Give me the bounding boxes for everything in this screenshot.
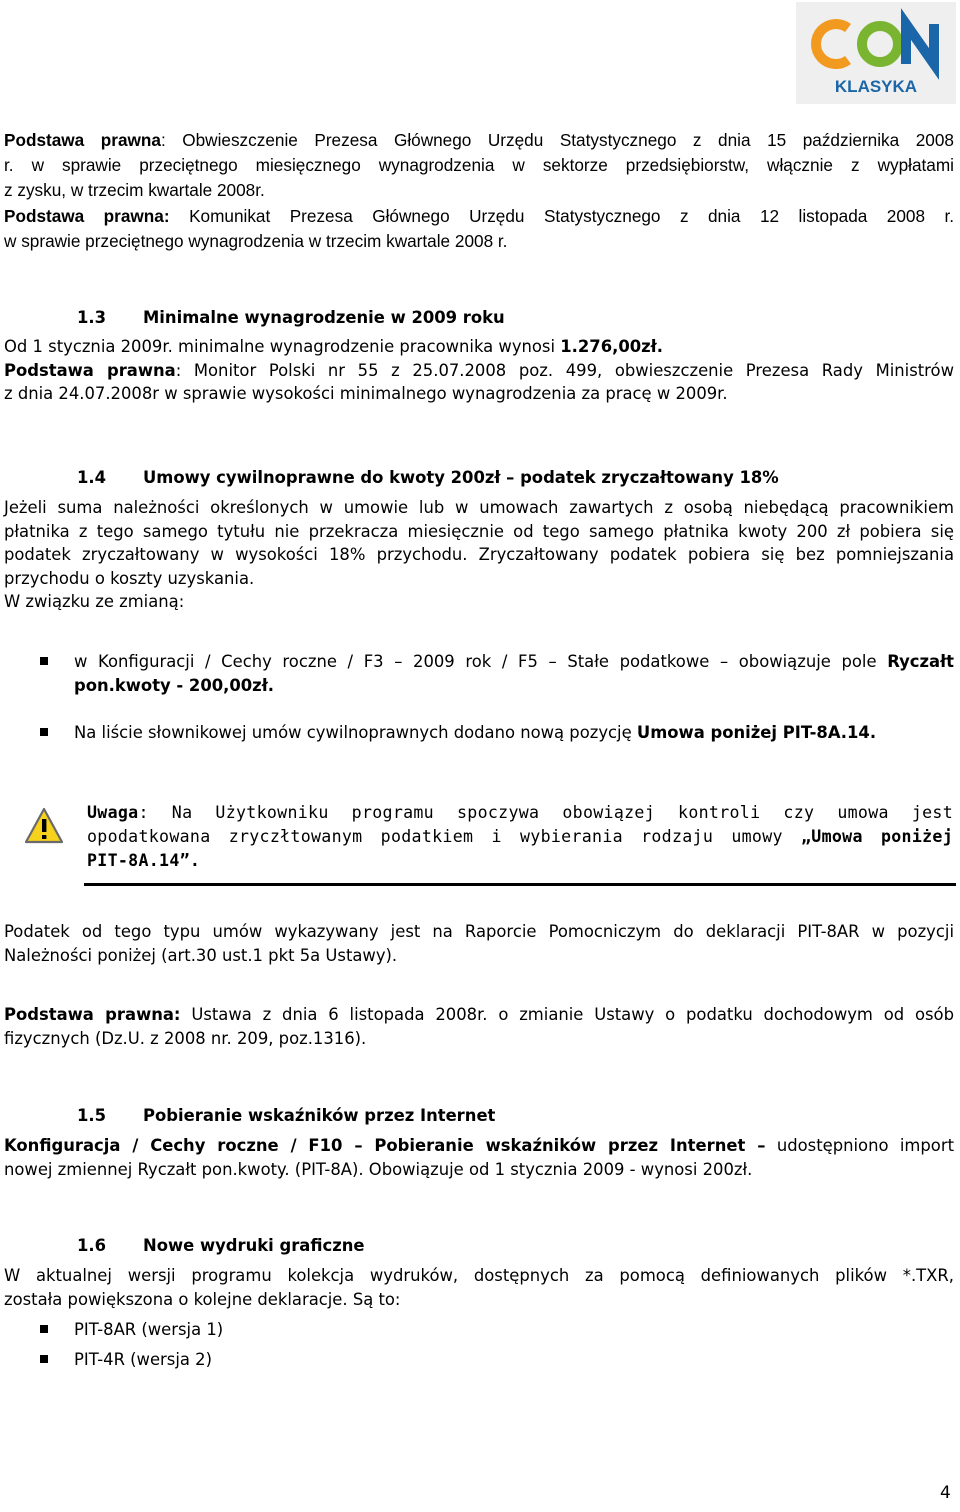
s13-legal-line-1: Podstawa prawna: Monitor Polski nr 55 z 25.07.2008 poz. 499, obwieszczenie Prezesa Rady Ministrów	[4, 360, 954, 380]
section-title: Nowe wydruki graficzne	[143, 1236, 365, 1255]
section-number: 1.6	[77, 1236, 107, 1255]
warning-label: Uwaga	[87, 803, 139, 822]
legal-basis-label: Podstawa prawna	[4, 130, 161, 150]
page-number: 4	[940, 1483, 951, 1503]
body-line: płatnika z tego samego tytułu nie przekracza miesięcznie od tego samego płatnika kwoty 200 zł pobiera się	[4, 521, 954, 541]
pit-report-paragraph	[4, 920, 954, 967]
bullet-marker	[40, 728, 48, 736]
para2-line-2: w sprawie przeciętnego wynagrodzenia w trzecim kwartale 2008 r.	[4, 231, 508, 251]
legal-basis-paragraph-1	[4, 128, 954, 203]
cdn-logo-graphic	[796, 2, 956, 104]
bullet-line-1: w Konfiguracji / Cechy roczne / F3 – 2009 rok / F5 – Stałe podatkowe – obowiązuje pole Ryczałt	[74, 652, 954, 671]
section-title: Minimalne wynagrodzenie w 2009 roku	[143, 308, 505, 327]
section-number: 1.3	[77, 308, 107, 327]
section-heading-1-3	[77, 306, 677, 330]
para1-line-3: z zysku, w trzecim kwartale 2008r.	[4, 180, 265, 200]
section-heading-1-4	[77, 466, 877, 490]
s13-legal-line-2: z dnia 24.07.2008r w sprawie wysokości minimalnego wynagrodzenia za pracę w 2009r.	[4, 384, 728, 403]
list-item: PIT-8AR (wersja 1)	[74, 1320, 224, 1339]
logo-sub-text: KLASYKA	[834, 77, 918, 96]
warning-line-2: opodatkowana zryczłtowanym podatkiem i wybierania rodzaju umowy „Umowa poniżej	[87, 827, 953, 846]
company-logo	[796, 2, 956, 104]
para1-line-2: r. w sprawie przeciętnego miesięcznego wynagrodzenia w sektorze przedsiębiorstw, włącznie z wypłatami	[4, 155, 954, 175]
contract-type-name: Umowa poniżej PIT-8A.14.	[636, 723, 877, 742]
legal-basis-label: Podstawa prawna	[4, 360, 176, 380]
body-line: Jeżeli suma należności określonych w umowie lub w umowach zawartych z osobą niebędącą pracownikiem	[4, 498, 954, 517]
act-legal-basis-paragraph	[4, 1003, 954, 1050]
section-heading-1-5	[77, 1104, 677, 1128]
min-wage-amount: 1.276,00zł.	[560, 337, 663, 356]
intro-line: W związku ze zmianą:	[4, 592, 185, 611]
act-line-1: Podstawa prawna: Ustawa z dnia 6 listopada 2008r. o zmianie Ustawy o podatku dochodowym od osób	[4, 1005, 954, 1024]
warning-icon	[24, 806, 64, 846]
bullet-marker	[40, 1355, 48, 1363]
s15-line-1: Konfiguracja / Cechy roczne / F10 – Pobieranie wskaźników przez Internet – udostępniono import	[4, 1136, 954, 1155]
legal-basis-paragraph-2	[4, 204, 954, 254]
warning-note	[87, 801, 953, 873]
bullet-line: Na liście słownikowej umów cywilnoprawnych dodano nową pozycję Umowa poniżej PIT-8A.14.	[74, 723, 877, 742]
min-wage-line: Od 1 stycznia 2009r. minimalne wynagrodzenie pracownika wynosi 1.276,00zł.	[4, 337, 663, 356]
list-item: PIT-4R (wersja 2)	[74, 1350, 212, 1369]
section-title: Umowy cywilnoprawne do kwoty 200zł – podatek zryczałtowany 18%	[143, 468, 779, 487]
bullet-item-config	[74, 650, 954, 697]
menu-path: Konfiguracja / Cechy roczne / F10 – Pobieranie wskaźników przez Internet –	[4, 1136, 766, 1155]
act-line-2: fizycznych (Dz.U. z 2008 nr. 209, poz.1316).	[4, 1028, 367, 1048]
section-title: Pobieranie wskaźników przez Internet	[143, 1106, 496, 1125]
warning-line-3: PIT-8A.14”.	[87, 851, 201, 870]
warning-divider	[84, 883, 956, 886]
bullet-marker	[40, 657, 48, 665]
pit-line-1: Podatek od tego typu umów wykazywany jest na Raporcie Pomocniczym do deklaracji PIT-8AR w pozycji	[4, 922, 954, 941]
section-heading-1-6	[77, 1234, 677, 1258]
legal-basis-label: Podstawa prawna:	[4, 1005, 181, 1024]
s16-line-2: została powiększona o kolejne deklaracje. Są to:	[4, 1289, 401, 1309]
body-line: przychodu o koszty uzyskania.	[4, 568, 255, 588]
section-number: 1.5	[77, 1106, 107, 1125]
bullet-item-dictionary	[74, 721, 954, 745]
pit-line-2: Należności poniżej (art.30 ust.1 pkt 5a Ustawy).	[4, 945, 398, 965]
section-1-3-body	[4, 335, 954, 406]
bullet-line-2: pon.kwoty - 200,00zł.	[74, 675, 275, 695]
section-1-4-body	[4, 496, 954, 614]
section-1-6-body	[4, 1264, 954, 1311]
para1-line-1: Podstawa prawna: Obwieszczenie Prezesa Głównego Urzędu Statystycznego z dnia 15 października 2008	[4, 130, 954, 150]
warning-line-1: Uwaga: Na Użytkowniku programu spoczywa obowiązej kontroli czy umowa jest	[87, 803, 953, 822]
section-1-5-body	[4, 1134, 954, 1181]
field-name: Ryczałt	[887, 652, 954, 671]
s15-line-2: nowej zmiennej Ryczałt pon.kwoty. (PIT-8A). Obowiązuje od 1 stycznia 2009 - wynosi 200zł.	[4, 1159, 753, 1179]
para2-line-1: Podstawa prawna: Komunikat Prezesa Głównego Urzędu Statystycznego z dnia 12 listopada 2008 r.	[4, 206, 955, 226]
section-number: 1.4	[77, 468, 107, 487]
legal-basis-label: Podstawa prawna:	[4, 206, 170, 226]
bullet-marker	[40, 1325, 48, 1333]
s16-line-1: W aktualnej wersji programu kolekcja wydruków, dostępnych za pomocą definiowanych plików *.TXR,	[4, 1266, 954, 1285]
body-line: podatek zryczałtowany w wysokości 18% przychodu. Zryczałtowany podatek pobiera się bez pomniejszania	[4, 545, 954, 564]
